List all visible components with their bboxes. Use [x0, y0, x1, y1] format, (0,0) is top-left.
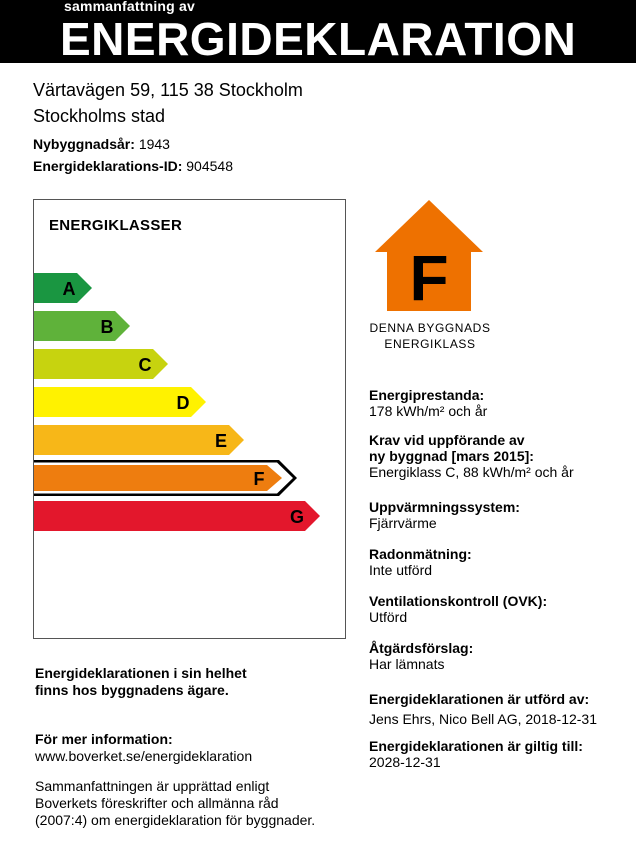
- requirement-value: Energiklass C, 88 kWh/m² och år: [369, 464, 574, 480]
- radon-measurement: [369, 546, 472, 578]
- measure-proposals: [369, 640, 473, 672]
- energy-class-f-arrow: [34, 460, 297, 496]
- radon-measurement-label: Radonmätning:: [369, 546, 472, 562]
- legal-note-line1: Sammanfattningen är upprättad enligt: [35, 778, 270, 794]
- requirement-label-line2: ny byggnad [mars 2015]:: [369, 448, 534, 464]
- energy-class-a-label: A: [62, 279, 76, 299]
- header-bar: [0, 0, 636, 63]
- energy-class-f-label: F: [253, 469, 265, 489]
- owner-note-line1: Energideklarationen i sin helhet: [35, 665, 247, 681]
- header-title: ENERGIDEKLARATION: [60, 13, 577, 65]
- performed-by-value: Jens Ehrs, Nico Bell AG, 2018-12-31: [369, 711, 598, 727]
- valid-until-label: Energideklarationen är giltig till:: [369, 738, 583, 754]
- requirement-label-line1: Krav vid uppförande av: [369, 432, 525, 448]
- energy-class-c-label: C: [138, 355, 152, 375]
- performed-by: [369, 689, 597, 729]
- owner-note-line2: finns hos byggnadens ägare.: [35, 682, 229, 698]
- owner-note: [35, 665, 247, 699]
- energy-class-scale-title: ENERGIKLASSER: [49, 217, 183, 234]
- heating-system-value: Fjärrvärme: [369, 515, 437, 531]
- performed-by-label: Energideklarationen är utförd av:: [369, 691, 590, 707]
- energy-performance-value: 178 kWh/m² och år: [369, 403, 488, 419]
- building-class-caption: [345, 320, 515, 352]
- new-building-requirement: [369, 432, 574, 480]
- energy-class-e-arrow: [34, 425, 244, 455]
- header-subtitle: sammanfattning av: [64, 0, 195, 14]
- energy-performance: [369, 387, 487, 419]
- energy-performance-label: Energiprestanda:: [369, 387, 485, 403]
- ventilation-control-label: Ventilationskontroll (OVK):: [369, 593, 548, 609]
- energy-class-e-label: E: [214, 431, 228, 451]
- construction-year-label: Nybyggnadsår:: [33, 136, 135, 152]
- energy-class-b-arrow: [34, 311, 130, 341]
- energy-class-g-arrow: [34, 501, 320, 531]
- measure-proposals-label: Åtgärdsförslag:: [369, 640, 474, 656]
- energy-class-a-arrow: [34, 273, 92, 303]
- ventilation-control: [369, 593, 547, 625]
- building-class-caption-line2: ENERGIKLASS: [384, 337, 476, 351]
- building-class-letter: F: [409, 242, 449, 314]
- energy-class-g-label: G: [289, 507, 305, 527]
- heating-system-label: Uppvärmningssystem:: [369, 499, 520, 515]
- ventilation-control-value: Utförd: [369, 609, 408, 625]
- declaration-id-value: 904548: [186, 158, 233, 174]
- legal-note: [35, 778, 315, 829]
- building-class-caption-line1: DENNA BYGGNADS: [369, 321, 491, 335]
- building-class-house-icon: [373, 196, 485, 319]
- valid-until: [369, 738, 583, 770]
- more-info-label: För mer information:: [35, 731, 173, 747]
- construction-year: [33, 136, 170, 152]
- more-info-url: www.boverket.se/energideklaration: [35, 748, 253, 764]
- measure-proposals-value: Har lämnats: [369, 656, 445, 672]
- declaration-id: [33, 158, 233, 174]
- radon-measurement-value: Inte utförd: [369, 562, 433, 578]
- address-street: Värtavägen 59, 115 38 Stockholm: [33, 80, 303, 100]
- declaration-id-label: Energideklarations-ID:: [33, 158, 183, 174]
- energy-class-d-arrow: [34, 387, 206, 417]
- energy-class-d-label: D: [176, 393, 190, 413]
- energy-class-b-label: B: [100, 317, 114, 337]
- energy-class-scale: [34, 200, 347, 640]
- energy-class-c-arrow: [34, 349, 168, 379]
- valid-until-value: 2028-12-31: [369, 754, 441, 770]
- legal-note-line2: Boverkets föreskrifter och allmänna råd: [35, 795, 279, 811]
- construction-year-value: 1943: [138, 136, 170, 152]
- energy-class-scale-box: [33, 199, 346, 639]
- more-info: [35, 731, 252, 765]
- heating-system: [369, 499, 520, 531]
- legal-note-line3: (2007:4) om energideklaration för byggnader.: [35, 812, 316, 828]
- address-municipality: Stockholms stad: [33, 106, 166, 126]
